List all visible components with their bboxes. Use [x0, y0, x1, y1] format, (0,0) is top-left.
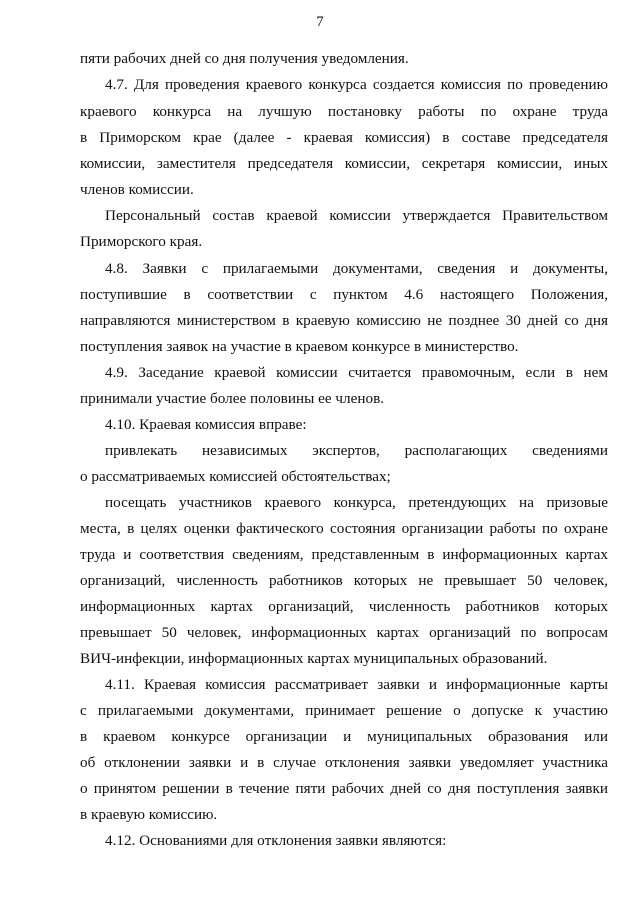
text-line: 4.8. Заявки с прилагаемыми документами, сведения и документы, — [105, 260, 608, 277]
text-line: краевого конкурса на лучшую постановку работы по охране труда — [80, 103, 608, 120]
text-line: ВИЧ-инфекции, информационных картах муниципальных образований. — [80, 650, 548, 667]
text-line: 4.11. Краевая комиссия рассматривает заявки и информационные карты — [105, 676, 608, 693]
text-line: в краевом конкурсе организации и муниципальных образования или — [80, 728, 608, 745]
text-line: с прилагаемыми документами, принимает решение о допуске к участию — [80, 702, 608, 719]
text-line: в краевую комиссию. — [80, 806, 218, 823]
text-line: 4.9. Заседание краевой комиссии считается правомочным, если в нем — [105, 364, 608, 381]
text-line: поступления заявок на участие в краевом конкурсе в министерство. — [80, 338, 519, 355]
text-line: 4.12. Основаниями для отклонения заявки являются: — [105, 832, 447, 849]
text-line: комиссии, заместителя председателя комиссии, секретаря комиссии, иных — [80, 155, 608, 172]
text-line: направляются министерством в краевую комиссию не позднее 30 дней со дня — [80, 312, 608, 329]
page-number: 7 — [316, 14, 324, 30]
text-line: 4.10. Краевая комиссия вправе: — [105, 416, 307, 433]
text-line: 4.7. Для проведения краевого конкурса создается комиссия по проведению — [105, 76, 608, 93]
text-line: посещать участников краевого конкурса, претендующих на призовые — [105, 494, 608, 511]
text-line: членов комиссии. — [80, 181, 194, 198]
text-line: привлекать независимых экспертов, располагающих сведениями — [105, 442, 608, 459]
text-line: поступившие в соответствии с пунктом 4.6 настоящего Положения, — [80, 286, 608, 303]
text-line: места, в целях оценки фактического состояния организации работы по охране — [80, 520, 608, 537]
text-line: превышает 50 человек, информационных картах организаций по вопросам — [80, 624, 608, 641]
text-line: об отклонении заявки и в случае отклонения заявки уведомляет участника — [80, 754, 608, 771]
text-line: в Приморском крае (далее - краевая комиссия) в составе председателя — [80, 129, 608, 146]
text-line: о рассматриваемых комиссией обстоятельствах; — [80, 468, 391, 485]
text-line: труда и соответствия сведениям, представленным в информационных картах — [80, 546, 608, 563]
text-line: пяти рабочих дней со дня получения уведомления. — [80, 50, 409, 67]
text-line: организаций, численность работников которых не превышает 50 человек, — [80, 572, 608, 589]
text-line: Персональный состав краевой комиссии утверждается Правительством — [105, 207, 608, 224]
text-line: Приморского края. — [80, 233, 203, 250]
text-line: принимали участие более половины ее членов. — [80, 390, 385, 407]
text-line: о принятом решении в течение пяти рабочих дней со дня поступления заявки — [80, 780, 608, 797]
text-line: информационных картах организаций, численность работников которых — [80, 598, 608, 615]
